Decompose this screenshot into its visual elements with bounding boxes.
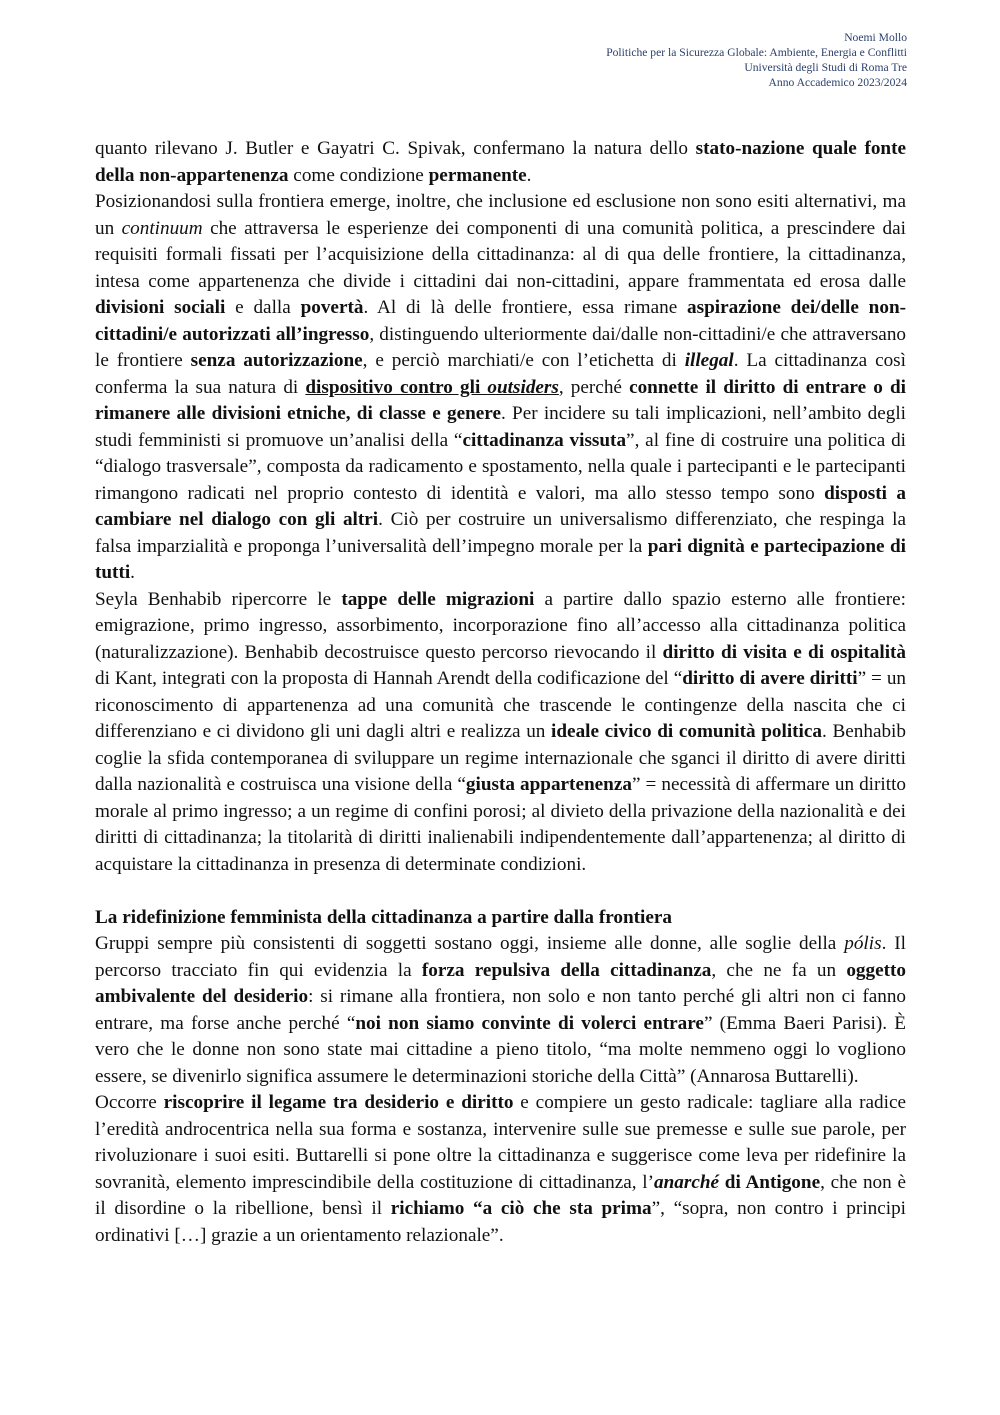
text: Seyla Benhabib ripercorre le: [95, 588, 342, 610]
text: ” = necessità di affermare un diritto morale al primo ingresso; a un regime di confini porosi; al divieto della privazione della nazionalità e dei diritti di cittadinanza; la titolarità di diritti inalienabili indipendentemente dall’appartenenza; al diritto di acquistare la cittadinanza in presenza di determinate condizioni.: [95, 774, 906, 875]
paragraph-2: [95, 189, 906, 587]
bold-text: ideale civico di comunità politica: [551, 721, 822, 742]
bold-text: giusta appartenenza: [465, 774, 632, 795]
text: Posizionandosi sulla frontiera emerge, inoltre, che inclusione ed esclusione non sono esiti alternativi, ma un: [95, 191, 906, 239]
bold-text: stato-nazione quale fonte della non-appartenenza: [95, 138, 907, 186]
bold-text: divisioni sociali: [95, 297, 226, 318]
bold-text: noi non siamo convinte di volerci entrare: [355, 1012, 704, 1034]
bold-italic-text: illegal: [684, 350, 734, 371]
text: ”, “sopra, non contro i principi ordinativi […] grazie a un orientamento relazionale”.: [95, 1198, 906, 1246]
header-academic-year: Anno Accademico 2023/2024: [768, 76, 907, 89]
text: , che non è il disordine o la ribellione, bensì il: [95, 1171, 906, 1219]
text: : si rimane alla frontiera, non solo e non tanto perché gli altri non ci fanno entrare, ma forse anche perché “: [95, 986, 907, 1034]
bold-italic-text: anarché: [654, 1171, 720, 1193]
bold-text: povertà: [300, 297, 364, 318]
text: e dalla: [225, 297, 301, 318]
text: Gruppi sempre più consistenti di soggetti sostano oggi, insieme alle donne, alle soglie della: [95, 933, 845, 954]
header-university: Università degli Studi di Roma Tre: [744, 61, 907, 74]
bold-text: forza repulsiva della cittadinanza: [421, 959, 712, 981]
text: . La cittadinanza così conferma la sua natura di: [95, 350, 906, 398]
bold-text: aspirazione dei/delle non-cittadini/e autorizzati all’ingresso: [95, 297, 907, 345]
document-body: [95, 136, 906, 1249]
text: quanto rilevano J. Butler e Gayatri C. Spivak, confermano la natura dello: [95, 138, 696, 159]
bold-text: disposti a cambiare nel dialogo con gli altri: [95, 482, 907, 530]
paragraph-1: [95, 136, 906, 189]
text: .: [130, 562, 135, 583]
bold-text: diritto di visita e di ospitalità: [662, 641, 907, 663]
bold-text: riscoprire il legame tra desiderio e diritto: [163, 1092, 514, 1113]
bold-text: richiamo “a ciò che sta prima: [390, 1198, 652, 1219]
text: . Benhabib coglie la sfida contemporanea di sviluppare un regime internazionale che sganci il diritto di avere diritti dalla nazionalità e costruisca una visione della “: [95, 721, 906, 795]
bold-text: permanente: [428, 164, 527, 186]
text: , distinguendo ulteriormente dai/dalle non-cittadini/e che attraversano le frontiere: [95, 323, 907, 371]
text: .: [526, 164, 532, 186]
bold-text: connette il diritto di entrare o di rimanere alle divisioni etniche, di classe e genere: [95, 376, 906, 424]
paragraph-4: [95, 931, 906, 1090]
text: , che ne fa un: [711, 959, 847, 981]
italic-text: continuum: [121, 217, 203, 239]
section-heading: La ridefinizione femminista della cittadinanza a partire dalla frontiera: [95, 906, 672, 928]
page-header: [606, 30, 907, 90]
italic-text: pólis: [844, 933, 882, 954]
text: ” = un riconoscimento di appartenenza ad una comunità che trascende le contingenze della nascita che ci differenziano e ci dividono gli uni dagli altri e realizza un: [95, 668, 907, 742]
header-course: Politiche per la Sicurezza Globale: Ambiente, Energia e Conflitti: [606, 46, 907, 59]
text: ” (Emma Baeri Parisi). È vero che le donne non sono state mai cittadine a pieno titolo, “ma molte nemmeno oggi lo vogliono essere, se divenirlo significa assumere le determinazioni storiche della Città” (Annarosa Buttarelli).: [95, 1012, 906, 1087]
paragraph-spacer: [95, 878, 906, 905]
bold-text: tappe delle migrazioni: [341, 588, 535, 610]
paragraph-5: [95, 1090, 906, 1249]
bold-text: pari dignità e partecipazione di tutti: [95, 535, 906, 583]
paragraph-3: [95, 587, 906, 879]
header-author: Noemi Mollo: [844, 31, 907, 44]
bold-text: di Antigone: [719, 1171, 821, 1193]
text: ”, al fine di costruire una politica di “dialogo trasversale”, composta da radicamento e spostamento, nella quale i partecipanti e le partecipanti rimangono radicati nel proprio contesto di identità e valori, ma allo stesso tempo sono: [95, 429, 906, 504]
text: di Kant, integrati con la proposta di Hannah Arendt della codificazione del “: [95, 668, 683, 689]
text: . Il percorso tracciato fin qui evidenzia la: [95, 933, 906, 981]
text: . Ciò per costruire un universalismo differenziato, che respinga la falsa imparzialità e proponga l’universalità dell’impegno morale per la: [95, 509, 906, 557]
text: , perché: [558, 376, 630, 398]
text: Occorre: [95, 1092, 164, 1113]
bold-text: diritto di avere diritti: [682, 668, 858, 689]
bold-text: cittadinanza vissuta: [462, 429, 627, 451]
bold-underlined-italic-text: outsiders: [487, 376, 559, 398]
text: e compiere un gesto radicale: tagliare alla radice l’eredità androcentrica nella sua forma e sostanza, intervenire sulle sue premesse e sulle sue parole, per rivoluzionare i suoi esiti. Buttarelli si pone oltre la cittadinanza e suggerisce come leva per ridefinire la sovranità, elemento imprescindibile della costituzione di cittadinanza, l’: [95, 1092, 906, 1193]
bold-underlined-text: dispositivo contro gli outsiders: [305, 376, 559, 398]
bold-text: senza autorizzazione: [190, 350, 363, 371]
text: . Per incidere su tali implicazioni, nell’ambito degli studi femministi si promuove un’analisi della “: [95, 403, 906, 451]
text: , e perciò marchiati/e con l’etichetta di: [362, 350, 685, 371]
bold-text: oggetto ambivalente del desiderio: [95, 959, 906, 1007]
text: che attraversa le esperienze dei componenti di una comunità politica, a prescindere dai requisiti formali fissati per l’acquisizione della cittadinanza: al di qua delle frontiere, la cittadinanza, intesa come appartenenza che divide i cittadini dai non-cittadini, appare frammentata ed erosa dalle: [95, 217, 907, 292]
text: . Al di là delle frontiere, essa rimane: [363, 297, 688, 318]
text: come condizione: [288, 164, 429, 186]
text: a partire dallo spazio esterno alle frontiere: emigrazione, primo ingresso, assorbimento, incorporazione fino all’accesso alla cittadinanza politica (naturalizzazione). Benhabib decostruisce questo percorso rievocando il: [95, 588, 906, 663]
